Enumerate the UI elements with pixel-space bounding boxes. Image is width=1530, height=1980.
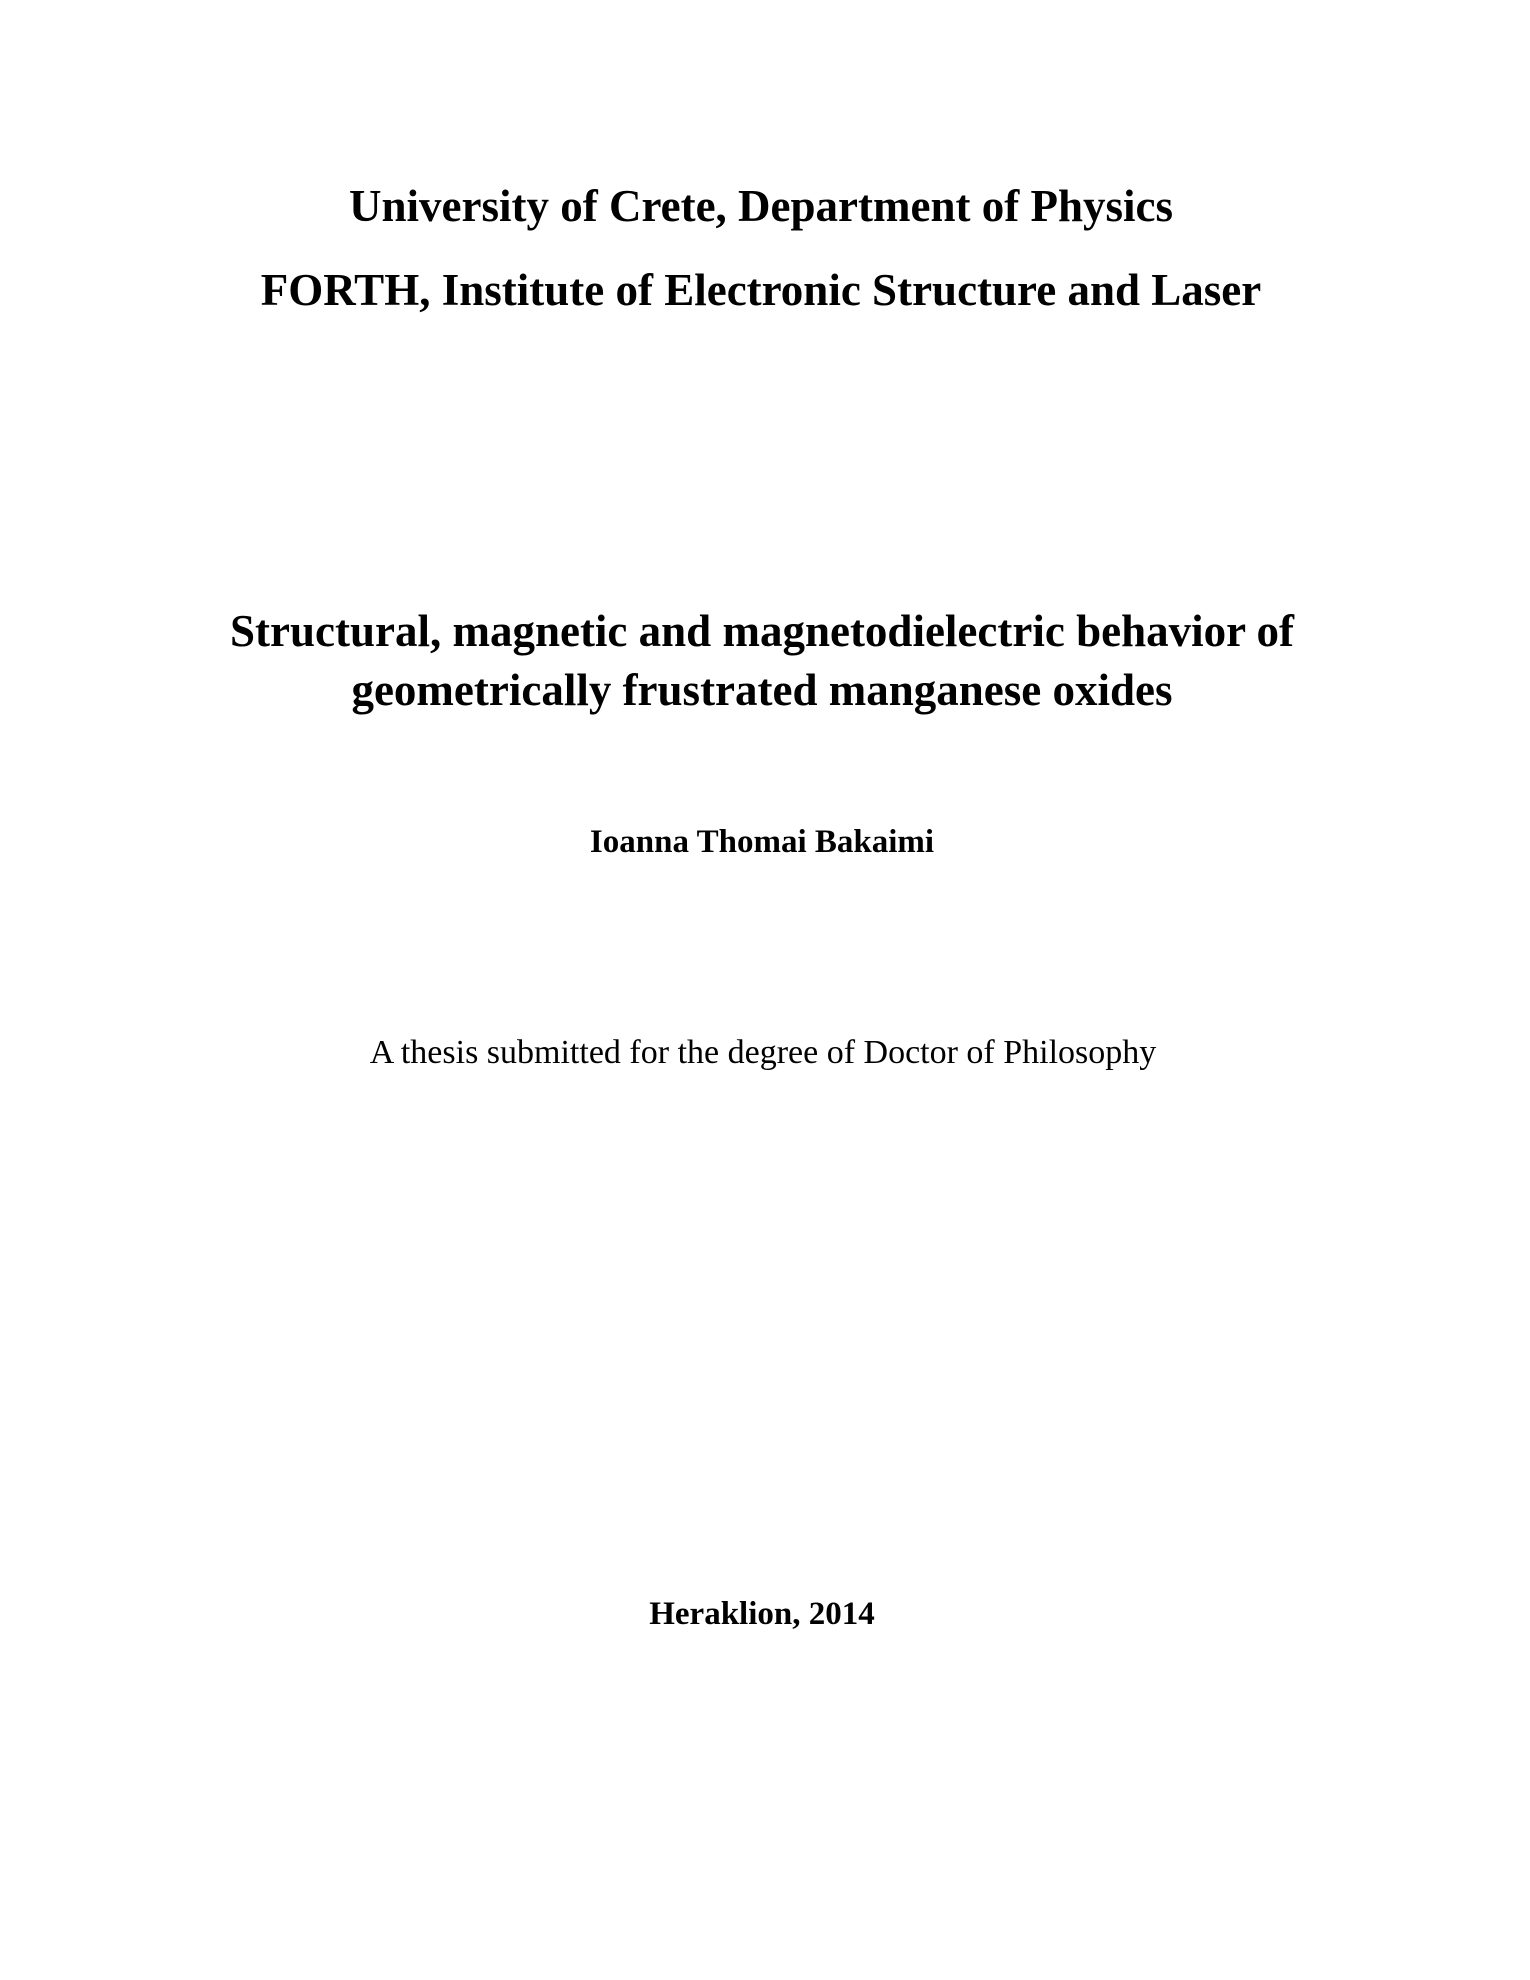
institution-forth: FORTH, Institute of Electronic Structure and Laser [260, 265, 1262, 315]
author-name: Ioanna Thomai Bakaimi [589, 824, 935, 860]
thesis-title-line-1: Structural, magnetic and magnetodielectric behavior of [229, 606, 1294, 656]
place-and-date: Heraklion, 2014 [649, 1596, 875, 1632]
thesis-title-line-2: geometrically frustrated manganese oxides [351, 665, 1173, 715]
institution-university: University of Crete, Department of Physics [349, 181, 1173, 231]
degree-statement: A thesis submitted for the degree of Doctor of Philosophy [369, 1034, 1157, 1071]
